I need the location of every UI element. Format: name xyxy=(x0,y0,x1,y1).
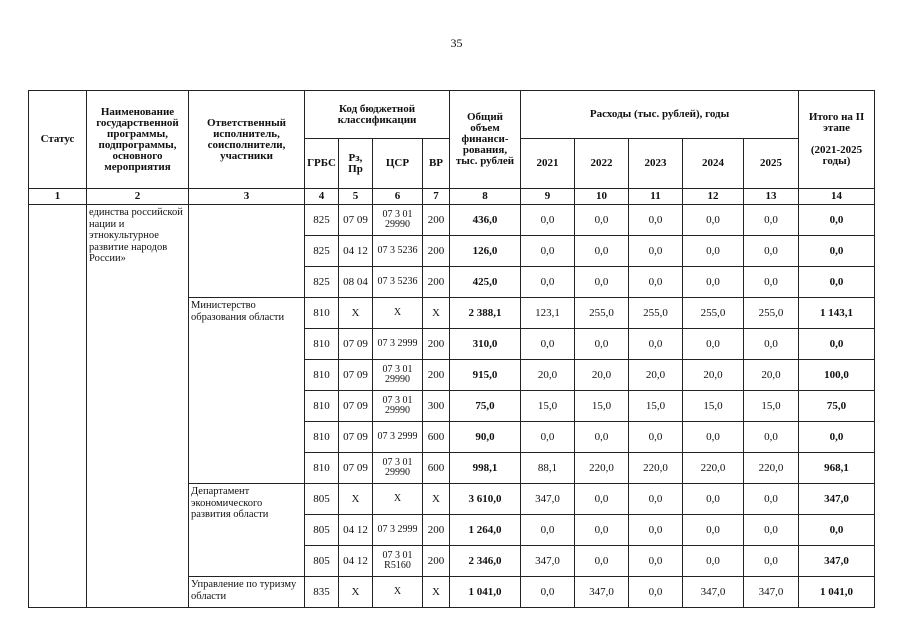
cell-y2024: 0,0 xyxy=(683,236,744,267)
cell-vr: 200 xyxy=(423,515,450,546)
cell-total: 126,0 xyxy=(450,236,521,267)
cell-y2023: 220,0 xyxy=(629,453,683,484)
cell-y2025: 15,0 xyxy=(744,391,799,422)
cell-y2022: 220,0 xyxy=(575,453,629,484)
cell-total: 436,0 xyxy=(450,205,521,236)
header-status: Статус xyxy=(29,91,87,189)
cell-y2024: 20,0 xyxy=(683,360,744,391)
cell-y2024: 0,0 xyxy=(683,329,744,360)
cell-y2025: 0,0 xyxy=(744,236,799,267)
cell-csr: 07 3 01 29990 xyxy=(373,453,423,484)
cell-vr: 200 xyxy=(423,546,450,577)
cell-grbs: 825 xyxy=(305,267,339,298)
cell-y2023: 0,0 xyxy=(629,236,683,267)
column-number-row xyxy=(29,189,875,205)
cell-y2023: 255,0 xyxy=(629,298,683,329)
cell-y2021: 347,0 xyxy=(521,546,575,577)
cell-sum: 0,0 xyxy=(799,267,875,298)
header-2025: 2025 xyxy=(744,139,799,189)
cell-y2025: 0,0 xyxy=(744,422,799,453)
header-grbs: ГРБС xyxy=(305,139,339,189)
cell-total: 998,1 xyxy=(450,453,521,484)
cell-csr: 07 3 5236 xyxy=(373,267,423,298)
col-number: 1 xyxy=(29,189,87,205)
cell-rz: 07 09 xyxy=(339,422,373,453)
cell-sum: 0,0 xyxy=(799,422,875,453)
cell-grbs: 805 xyxy=(305,515,339,546)
cell-sum: 100,0 xyxy=(799,360,875,391)
cell-y2021: 20,0 xyxy=(521,360,575,391)
cell-y2022: 255,0 xyxy=(575,298,629,329)
cell-csr: 07 3 2999 xyxy=(373,515,423,546)
cell-sum: 347,0 xyxy=(799,546,875,577)
cell-y2024: 347,0 xyxy=(683,577,744,608)
cell-y2022: 0,0 xyxy=(575,546,629,577)
cell-y2022: 0,0 xyxy=(575,205,629,236)
cell-y2025: 0,0 xyxy=(744,205,799,236)
cell-y2023: 0,0 xyxy=(629,205,683,236)
cell-y2021: 0,0 xyxy=(521,236,575,267)
cell-total: 90,0 xyxy=(450,422,521,453)
cell-vr: 200 xyxy=(423,205,450,236)
cell-grbs: 810 xyxy=(305,360,339,391)
table-row xyxy=(29,205,875,236)
cell-rz: 07 09 xyxy=(339,329,373,360)
budget-table xyxy=(28,90,875,608)
col-number: 11 xyxy=(629,189,683,205)
responsible-cell xyxy=(189,205,305,298)
cell-y2025: 0,0 xyxy=(744,546,799,577)
header-stage-total-line2: (2021-2025 годы) xyxy=(810,144,863,167)
cell-csr: 07 3 01 29990 xyxy=(373,360,423,391)
cell-vr: 200 xyxy=(423,236,450,267)
cell-y2025: 0,0 xyxy=(744,329,799,360)
cell-y2021: 0,0 xyxy=(521,577,575,608)
header-rzpr: Рз, Пр xyxy=(339,139,373,189)
cell-y2023: 0,0 xyxy=(629,484,683,515)
cell-sum: 75,0 xyxy=(799,391,875,422)
cell-sum: 0,0 xyxy=(799,329,875,360)
header-responsible: Ответственный исполнитель, соисполнители, участники xyxy=(189,91,305,189)
cell-csr: 07 3 5236 xyxy=(373,236,423,267)
cell-y2024: 0,0 xyxy=(683,267,744,298)
page-number: 35 xyxy=(450,36,463,50)
col-number: 13 xyxy=(744,189,799,205)
col-number: 7 xyxy=(423,189,450,205)
col-number: 8 xyxy=(450,189,521,205)
cell-total: 2 346,0 xyxy=(450,546,521,577)
cell-y2021: 0,0 xyxy=(521,329,575,360)
cell-vr: 200 xyxy=(423,267,450,298)
cell-y2024: 0,0 xyxy=(683,205,744,236)
cell-csr: 07 3 2999 xyxy=(373,329,423,360)
cell-y2024: 0,0 xyxy=(683,422,744,453)
cell-rz: 08 04 xyxy=(339,267,373,298)
cell-y2025: 0,0 xyxy=(744,484,799,515)
responsible-cell: Министерство образования области xyxy=(189,298,305,484)
header-2023: 2023 xyxy=(629,139,683,189)
cell-csr: 07 3 01 29990 xyxy=(373,391,423,422)
cell-csr: 07 3 01 29990 xyxy=(373,205,423,236)
cell-total: 3 610,0 xyxy=(450,484,521,515)
header-name: Наименование государственной программы, подпрограммы, основного мероприятия xyxy=(87,91,189,189)
cell-vr: 200 xyxy=(423,360,450,391)
cell-vr: 600 xyxy=(423,453,450,484)
cell-y2023: 0,0 xyxy=(629,422,683,453)
header-stage-total xyxy=(799,91,875,189)
cell-grbs: 805 xyxy=(305,546,339,577)
cell-y2021: 0,0 xyxy=(521,205,575,236)
cell-y2021: 0,0 xyxy=(521,422,575,453)
cell-y2023: 0,0 xyxy=(629,577,683,608)
cell-grbs: 825 xyxy=(305,236,339,267)
program-name-cell: единства российской нации и этнокультурное развитие народов России» xyxy=(87,205,189,608)
cell-y2024: 15,0 xyxy=(683,391,744,422)
cell-total: 2 388,1 xyxy=(450,298,521,329)
cell-sum: 0,0 xyxy=(799,515,875,546)
cell-y2023: 0,0 xyxy=(629,267,683,298)
cell-rz: 07 09 xyxy=(339,453,373,484)
col-number: 3 xyxy=(189,189,305,205)
cell-y2021: 0,0 xyxy=(521,267,575,298)
cell-grbs: 810 xyxy=(305,391,339,422)
status-cell xyxy=(29,205,87,608)
cell-total: 1 041,0 xyxy=(450,577,521,608)
cell-y2025: 347,0 xyxy=(744,577,799,608)
cell-y2022: 20,0 xyxy=(575,360,629,391)
cell-y2023: 20,0 xyxy=(629,360,683,391)
cell-y2025: 255,0 xyxy=(744,298,799,329)
cell-rz: 07 09 xyxy=(339,205,373,236)
cell-csr: 07 3 01 R5160 xyxy=(373,546,423,577)
cell-y2024: 0,0 xyxy=(683,515,744,546)
cell-total: 915,0 xyxy=(450,360,521,391)
cell-grbs: 810 xyxy=(305,453,339,484)
col-number: 5 xyxy=(339,189,373,205)
header-2022: 2022 xyxy=(575,139,629,189)
cell-rz: 07 09 xyxy=(339,360,373,391)
responsible-cell: Департамент экономического развития области xyxy=(189,484,305,577)
header-vr: ВР xyxy=(423,139,450,189)
col-number: 12 xyxy=(683,189,744,205)
cell-grbs: 810 xyxy=(305,329,339,360)
cell-y2024: 220,0 xyxy=(683,453,744,484)
cell-grbs: 835 xyxy=(305,577,339,608)
col-number: 4 xyxy=(305,189,339,205)
cell-y2022: 0,0 xyxy=(575,484,629,515)
cell-y2025: 0,0 xyxy=(744,515,799,546)
cell-y2024: 255,0 xyxy=(683,298,744,329)
responsible-cell: Управление по туризму области xyxy=(189,577,305,608)
cell-grbs: 810 xyxy=(305,422,339,453)
col-number: 2 xyxy=(87,189,189,205)
cell-y2023: 0,0 xyxy=(629,546,683,577)
cell-total: 1 264,0 xyxy=(450,515,521,546)
cell-grbs: 810 xyxy=(305,298,339,329)
col-number: 9 xyxy=(521,189,575,205)
cell-y2021: 123,1 xyxy=(521,298,575,329)
cell-y2022: 347,0 xyxy=(575,577,629,608)
header-2021: 2021 xyxy=(521,139,575,189)
cell-rz: X xyxy=(339,484,373,515)
cell-rz: 07 09 xyxy=(339,391,373,422)
cell-y2022: 0,0 xyxy=(575,422,629,453)
header-csr: ЦСР xyxy=(373,139,423,189)
cell-y2021: 15,0 xyxy=(521,391,575,422)
cell-vr: X xyxy=(423,298,450,329)
cell-y2022: 0,0 xyxy=(575,329,629,360)
cell-y2021: 347,0 xyxy=(521,484,575,515)
cell-y2025: 220,0 xyxy=(744,453,799,484)
cell-rz: 04 12 xyxy=(339,515,373,546)
cell-y2021: 0,0 xyxy=(521,515,575,546)
cell-y2021: 88,1 xyxy=(521,453,575,484)
cell-y2023: 0,0 xyxy=(629,329,683,360)
col-number: 6 xyxy=(373,189,423,205)
cell-grbs: 825 xyxy=(305,205,339,236)
cell-sum: 1 143,1 xyxy=(799,298,875,329)
cell-sum: 968,1 xyxy=(799,453,875,484)
table-body xyxy=(29,205,875,608)
cell-y2025: 20,0 xyxy=(744,360,799,391)
cell-csr: X xyxy=(373,577,423,608)
cell-csr: X xyxy=(373,484,423,515)
cell-y2023: 0,0 xyxy=(629,515,683,546)
cell-total: 310,0 xyxy=(450,329,521,360)
col-number: 10 xyxy=(575,189,629,205)
cell-csr: X xyxy=(373,298,423,329)
header-expenses: Расходы (тыс. рублей), годы xyxy=(521,91,799,139)
cell-sum: 0,0 xyxy=(799,205,875,236)
header-2024: 2024 xyxy=(683,139,744,189)
cell-y2024: 0,0 xyxy=(683,546,744,577)
cell-csr: 07 3 2999 xyxy=(373,422,423,453)
cell-sum: 0,0 xyxy=(799,236,875,267)
cell-y2022: 0,0 xyxy=(575,267,629,298)
cell-rz: 04 12 xyxy=(339,236,373,267)
header-budget-code: Код бюджетной классификации xyxy=(305,91,450,139)
cell-y2024: 0,0 xyxy=(683,484,744,515)
cell-rz: 04 12 xyxy=(339,546,373,577)
cell-y2022: 15,0 xyxy=(575,391,629,422)
header-stage-total-line1: Итого на II этапе xyxy=(808,111,865,134)
col-number: 14 xyxy=(799,189,875,205)
cell-y2023: 15,0 xyxy=(629,391,683,422)
cell-rz: X xyxy=(339,298,373,329)
cell-vr: 600 xyxy=(423,422,450,453)
cell-total: 75,0 xyxy=(450,391,521,422)
cell-y2022: 0,0 xyxy=(575,236,629,267)
cell-vr: X xyxy=(423,484,450,515)
cell-sum: 1 041,0 xyxy=(799,577,875,608)
cell-rz: X xyxy=(339,577,373,608)
cell-y2025: 0,0 xyxy=(744,267,799,298)
header-total: Общий объем финанси-рования, тыс. рублей xyxy=(450,91,521,189)
cell-total: 425,0 xyxy=(450,267,521,298)
cell-vr: 300 xyxy=(423,391,450,422)
cell-sum: 347,0 xyxy=(799,484,875,515)
cell-grbs: 805 xyxy=(305,484,339,515)
cell-vr: 200 xyxy=(423,329,450,360)
cell-y2022: 0,0 xyxy=(575,515,629,546)
cell-vr: X xyxy=(423,577,450,608)
